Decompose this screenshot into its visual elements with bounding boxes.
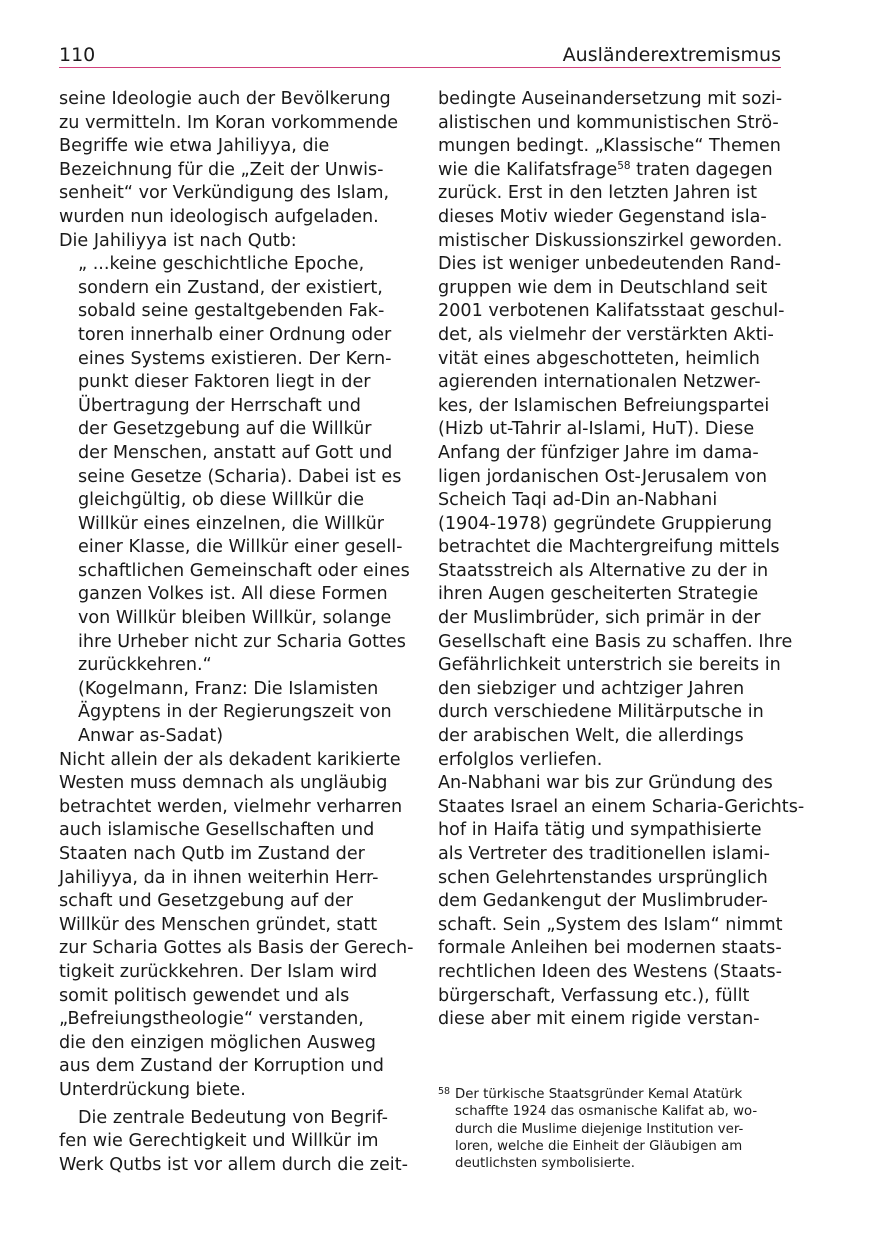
text-line: dem Gedankengut der Muslimbruder- bbox=[438, 891, 768, 912]
text-line: Die zentrale Bedeutung von Begrif- bbox=[78, 1107, 388, 1128]
text-line: Nicht allein der als dekadent karikierte bbox=[59, 749, 401, 770]
text-line: gruppen wie dem in Deutschland seit bbox=[438, 277, 768, 298]
text-line: kes, der Islamischen Befreiungspartei bbox=[438, 395, 770, 416]
text-line: ligen jordanischen Ost-Jerusalem von bbox=[438, 466, 767, 487]
text-line: der arabischen Welt, die allerdings bbox=[438, 726, 744, 747]
text-line: Werk Qutbs ist vor allem durch die zeit- bbox=[59, 1154, 408, 1175]
quote-line: seine Gesetze (Scharia). Dabei ist es bbox=[78, 466, 402, 487]
text-line: Staates Israel an einem Scharia-Gerichts- bbox=[438, 796, 805, 817]
text-line: aus dem Zustand der Korruption und bbox=[59, 1056, 384, 1077]
text-line: Unterdrückung biete. bbox=[59, 1079, 246, 1100]
footnote-line: deutlichsten symbolisierte. bbox=[455, 1156, 635, 1172]
text-line: durch verschiedene Militärputsche in bbox=[438, 702, 764, 723]
text-line: bedingte Auseinandersetzung mit sozi- bbox=[438, 89, 783, 109]
text-line: Dies ist weniger unbedeutenden Rand- bbox=[438, 254, 781, 275]
page-number: 110 bbox=[59, 44, 96, 66]
text-line: tigkeit zurückkehren. Der Islam wird bbox=[59, 961, 378, 982]
text-line: bürgerschaft, Verfassung etc.), füllt bbox=[438, 985, 750, 1006]
text-line: Gesellschaft eine Basis zu schaffen. Ihre bbox=[438, 631, 793, 652]
paragraph-qutb bbox=[59, 1107, 411, 1178]
text-line: vität eines abgeschotteten, heimlich bbox=[438, 348, 760, 369]
text-line: Willkür des Menschen gründet, statt bbox=[59, 914, 378, 935]
text-line: erfolglos verliefen. bbox=[438, 749, 603, 770]
text-line: Bezeichnung für die „Zeit der Unwis- bbox=[59, 159, 384, 180]
text-line: senheit“ vor Verkündigung des Islam, bbox=[59, 183, 390, 204]
quote-line: einer Klasse, die Willkür einer gesell- bbox=[78, 537, 403, 558]
text-line: schen Gelehrtenstandes ursprünglich bbox=[438, 867, 768, 888]
text-line: „Befreiungstheologie“ verstanden, bbox=[59, 1009, 364, 1030]
text-line: somit politisch gewendet und als bbox=[59, 985, 350, 1006]
text-line: Staatsstreich als Alternative zu der in bbox=[438, 560, 769, 581]
text-line: betrachtet die Machtergreifung mittels bbox=[438, 537, 780, 558]
right-column bbox=[438, 88, 805, 1032]
text-line: Jahiliyya, da in ihnen weiterhin Herr- bbox=[59, 867, 379, 888]
text-line-with-footnote-ref bbox=[438, 159, 783, 183]
quote-source-line: Ägyptens in der Regierungszeit von bbox=[78, 702, 392, 723]
quote-line: gleichgültig, ob diese Willkür die bbox=[78, 490, 365, 511]
text-line: Staaten nach Qutb im Zustand der bbox=[59, 844, 365, 864]
text-line: Die Jahiliyya ist nach Qutb: bbox=[59, 230, 297, 251]
block-quote bbox=[59, 253, 411, 748]
text-line: alistischen und kommunistischen Strö- bbox=[438, 112, 779, 133]
footnote-line: schaffte 1924 das osmanische Kalifat ab, wo- bbox=[455, 1104, 758, 1120]
text-line: An-Nabhani war bis zur Gründung des bbox=[438, 773, 773, 794]
paragraph-jahiliyya bbox=[59, 749, 414, 1103]
text-line: rechtlichen Ideen des Westens (Staats- bbox=[438, 961, 782, 982]
text-line: agierenden internationalen Netzwer- bbox=[438, 372, 761, 393]
text-line: hof in Haifa tätig und sympathisierte bbox=[438, 820, 762, 841]
text-line: den siebziger und achtziger Jahren bbox=[438, 678, 745, 699]
text-line: Gefährlichkeit unterstrich sie bereits in bbox=[438, 655, 781, 676]
footnote-reference[interactable]: 58 bbox=[617, 159, 631, 172]
text-line: zur Scharia Gottes als Basis der Gerech- bbox=[59, 938, 414, 959]
text-line: betrachtet werden, vielmehr verharren bbox=[59, 796, 403, 817]
text-line: (1904-1978) gegründete Gruppierung bbox=[438, 513, 772, 534]
text-line: ihren Augen gescheiterten Strategie bbox=[438, 584, 759, 605]
running-title: Ausländerextremismus bbox=[562, 44, 781, 66]
text-line: seine Ideologie auch der Bevölkerung bbox=[59, 89, 391, 109]
header-rule bbox=[59, 67, 781, 68]
text-line: schaft. Sein „System des Islam“ nimmt bbox=[438, 914, 783, 935]
footnote-mark: 58 bbox=[438, 1086, 451, 1097]
quote-line: punkt dieser Faktoren liegt in der bbox=[78, 372, 371, 393]
footnote-line: durch die Muslime diejenige Institution ver- bbox=[455, 1121, 744, 1137]
text-line: der Muslimbrüder, sich primär in der bbox=[438, 608, 761, 629]
quote-line: eines Systems existieren. Der Kern- bbox=[78, 348, 392, 369]
paragraph-themes bbox=[438, 88, 793, 772]
text-segment: traten dagegen bbox=[630, 159, 773, 180]
text-line: Begriffe wie etwa Jahiliyya, die bbox=[59, 136, 330, 157]
quote-line: ganzen Volkes ist. All diese Formen bbox=[78, 584, 388, 605]
text-line: 2001 verbotenen Kalifatsstaat geschul- bbox=[438, 301, 785, 322]
text-line: schaft und Gesetzgebung auf der bbox=[59, 891, 353, 912]
text-line: Scheich Taqi ad-Din an-Nabhani bbox=[438, 490, 718, 511]
quote-line: toren innerhalb einer Ordnung oder bbox=[78, 324, 392, 345]
text-line: dieses Motiv wieder Gegenstand isla- bbox=[438, 206, 767, 227]
quote-source-line: Anwar as-Sadat) bbox=[78, 726, 224, 747]
text-line: formale Anleihen bei modernen staats- bbox=[438, 938, 782, 959]
quote-line: sondern ein Zustand, der existiert, bbox=[78, 277, 383, 298]
quote-line: Willkür eines einzelnen, die Willkür bbox=[78, 513, 385, 534]
left-column bbox=[59, 88, 414, 1177]
text-line: det, als vielmehr der verstärkten Akti- bbox=[438, 324, 774, 345]
quote-source-line: (Kogelmann, Franz: Die Islamisten bbox=[78, 678, 379, 699]
quote-line: sobald seine gestaltgebenden Fak- bbox=[78, 301, 385, 322]
text-line: diese aber mit einem rigide verstan- bbox=[438, 1009, 760, 1030]
quote-line: der Gesetzgebung auf die Willkür bbox=[78, 419, 372, 440]
page-header bbox=[59, 42, 781, 68]
text-line: zurück. Erst in den letzten Jahren ist bbox=[438, 183, 757, 204]
quote-line: der Menschen, anstatt auf Gott und bbox=[78, 442, 393, 463]
quote-line: von Willkür bleiben Willkür, solange bbox=[78, 608, 392, 629]
text-line: Westen muss demnach als ungläubig bbox=[59, 773, 388, 794]
text-line: wurden nun ideologisch aufgeladen. bbox=[59, 206, 379, 227]
paragraph-intro bbox=[59, 88, 411, 253]
text-line: Anfang der fünfziger Jahre im dama- bbox=[438, 442, 759, 463]
quote-line: zurückkehren.“ bbox=[78, 655, 212, 676]
text-line: (Hizb ut-Tahrir al-Islami, HuT). Diese bbox=[438, 419, 755, 440]
text-line: mungen bedingt. „Klassische“ Themen bbox=[438, 136, 781, 157]
quote-line: ihre Urheber nicht zur Scharia Gottes bbox=[78, 631, 406, 652]
text-line: fen wie Gerechtigkeit und Willkür im bbox=[59, 1131, 379, 1152]
quote-line: „ ...keine geschichtliche Epoche, bbox=[78, 254, 365, 275]
quote-line: schaftlichen Gemeinschaft oder eines bbox=[78, 560, 410, 581]
paragraph-nabhani bbox=[438, 772, 805, 1032]
footnote bbox=[438, 1086, 783, 1172]
footnote-line: loren, welche die Einheit der Gläubigen am bbox=[455, 1138, 743, 1154]
footnote-line: Der türkische Staatsgründer Kemal Atatürk bbox=[455, 1087, 743, 1102]
text-line: auch islamische Gesellschaften und bbox=[59, 820, 375, 841]
text-line: mistischer Diskussionszirkel geworden. bbox=[438, 230, 783, 251]
text-line: zu vermitteln. Im Koran vorkommende bbox=[59, 112, 399, 133]
text-line: die den einzigen möglichen Ausweg bbox=[59, 1032, 376, 1053]
text-segment: wie die Kalifatsfrage bbox=[438, 159, 618, 180]
text-line: als Vertreter des traditionellen islami- bbox=[438, 844, 770, 864]
quote-line: Übertragung der Herrschaft und bbox=[78, 395, 361, 416]
